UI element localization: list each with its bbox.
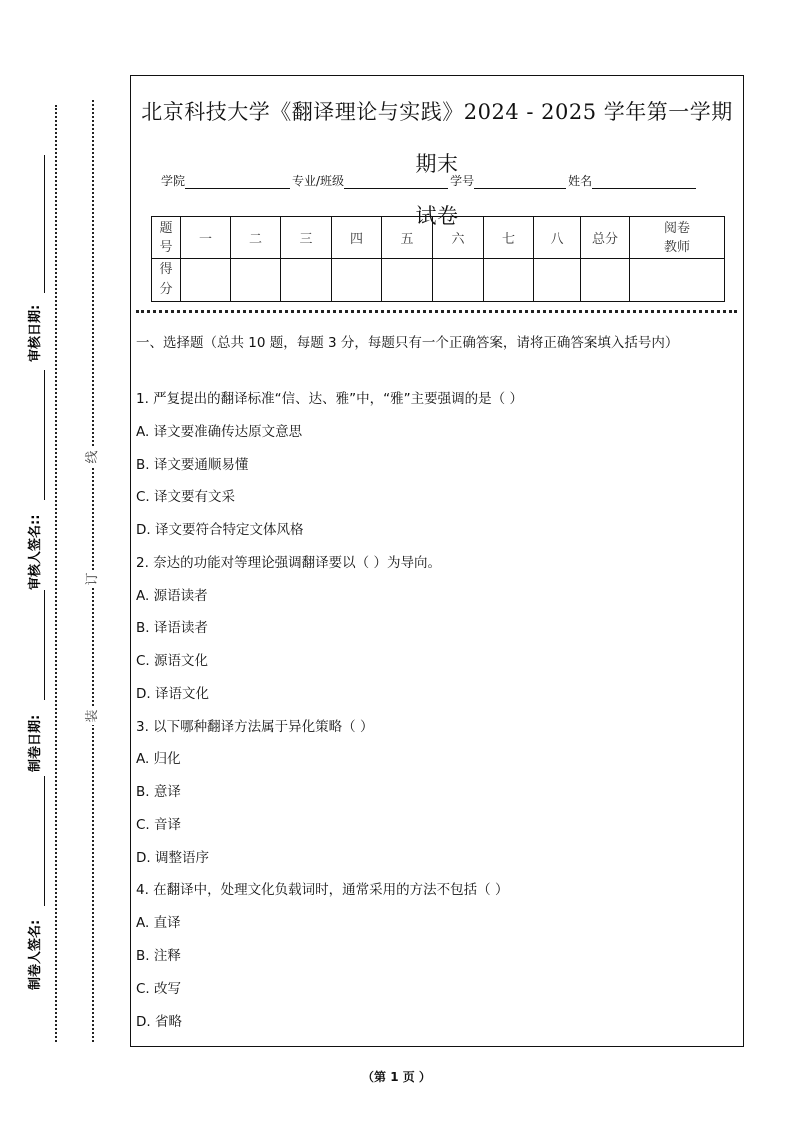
score-cell-2[interactable] — [231, 259, 281, 302]
score-cell-6[interactable] — [433, 259, 484, 302]
reviewer-date-label: 审核日期: — [28, 304, 43, 362]
name-field[interactable] — [592, 176, 696, 189]
section-1-heading: 一、选择题（总共 10 题，每题 3 分，每题只有一个正确答案，请将正确答案填入括号内） — [136, 335, 679, 351]
question-2-option-a: A. 源语读者 — [136, 588, 208, 604]
question-4-option-d: D. 省略 — [136, 1014, 182, 1030]
score-table-score-row — [152, 259, 725, 302]
col-header-4: 四 — [332, 217, 382, 259]
score-row-header: 得分 — [152, 259, 181, 302]
col-header-total: 总分 — [581, 217, 630, 259]
question-1-option-c: C. 译文要有文采 — [136, 489, 236, 505]
question-2-option-d: D. 译语文化 — [136, 686, 209, 702]
col-header-2: 二 — [231, 217, 281, 259]
maker-sign-underline[interactable] — [44, 776, 45, 906]
question-4-option-c: C. 改写 — [136, 981, 182, 997]
name-label: 姓名 — [568, 174, 593, 188]
question-3-option-b: B. 意译 — [136, 784, 181, 800]
question-3-option-d: D. 调整语序 — [136, 850, 209, 866]
question-3-option-a: A. 归化 — [136, 751, 181, 767]
score-cell-4[interactable] — [332, 259, 382, 302]
major-class-field[interactable] — [344, 176, 448, 189]
student-id-field[interactable] — [474, 176, 566, 189]
question-2-stem: 2. 奈达的功能对等理论强调翻译要以（ ）为导向。 — [136, 555, 441, 571]
score-cell-grader[interactable] — [630, 259, 725, 302]
col-header-1: 一 — [181, 217, 231, 259]
reviewer-date-underline[interactable] — [44, 155, 45, 293]
question-3-option-c: C. 音译 — [136, 817, 182, 833]
exam-title-line2: 试卷 — [415, 204, 459, 228]
question-number-header: 题号 — [152, 217, 181, 259]
question-1-stem: 1. 严复提出的翻译标准“信、达、雅”中，“雅”主要强调的是（ ） — [136, 391, 523, 407]
score-table-header-row — [152, 217, 725, 259]
question-2-option-c: C. 源语文化 — [136, 653, 209, 669]
question-1-option-b: B. 译文要通顺易懂 — [136, 457, 249, 473]
score-cell-7[interactable] — [484, 259, 534, 302]
col-header-3: 三 — [281, 217, 332, 259]
maker-date-underline[interactable] — [44, 590, 45, 700]
reviewer-sign-label: 审核人签名:: — [28, 514, 43, 590]
college-field[interactable] — [185, 176, 290, 189]
col-header-6: 六 — [433, 217, 484, 259]
score-cell-5[interactable] — [382, 259, 433, 302]
binding-char-line: 线 — [84, 448, 102, 466]
reviewer-sign-underline[interactable] — [44, 370, 45, 500]
maker-date-label: 制卷日期: — [28, 714, 43, 772]
score-table — [151, 216, 725, 302]
student-id-label: 学号 — [450, 174, 475, 188]
maker-sign-label: 制卷人签名: — [28, 919, 43, 990]
question-2-option-b: B. 译语读者 — [136, 620, 208, 636]
question-1-option-d: D. 译文要符合特定文体风格 — [136, 522, 304, 538]
binding-line-outer — [55, 105, 57, 1042]
college-label: 学院 — [161, 174, 186, 188]
student-info-row — [161, 172, 698, 189]
score-cell-8[interactable] — [534, 259, 581, 302]
question-4-stem: 4. 在翻译中，处理文化负载词时，通常采用的方法不包括（ ） — [136, 882, 509, 898]
score-cell-1[interactable] — [181, 259, 231, 302]
question-4-option-b: B. 注释 — [136, 948, 181, 964]
cut-line-separator — [136, 310, 737, 313]
col-header-7: 七 — [484, 217, 534, 259]
exam-title-line1: 北京科技大学《翻译理论与实践》2024 - 2025 学年第一学期期末 — [141, 100, 733, 176]
question-4-option-a: A. 直译 — [136, 915, 181, 931]
score-cell-total[interactable] — [581, 259, 630, 302]
major-class-label: 专业/班级 — [292, 174, 345, 188]
binding-char-bind: 装 — [84, 707, 102, 725]
exam-page-frame — [130, 75, 744, 1047]
page-number: （第 1 页 ） — [362, 1070, 431, 1084]
score-cell-3[interactable] — [281, 259, 332, 302]
question-1-option-a: A. 译文要准确传达原文意思 — [136, 424, 303, 440]
binding-char-staple: 订 — [84, 570, 102, 588]
col-header-8: 八 — [534, 217, 581, 259]
col-header-grader: 阅卷教师 — [630, 217, 725, 259]
col-header-5: 五 — [382, 217, 433, 259]
question-3-stem: 3. 以下哪种翻译方法属于异化策略（ ） — [136, 719, 374, 735]
